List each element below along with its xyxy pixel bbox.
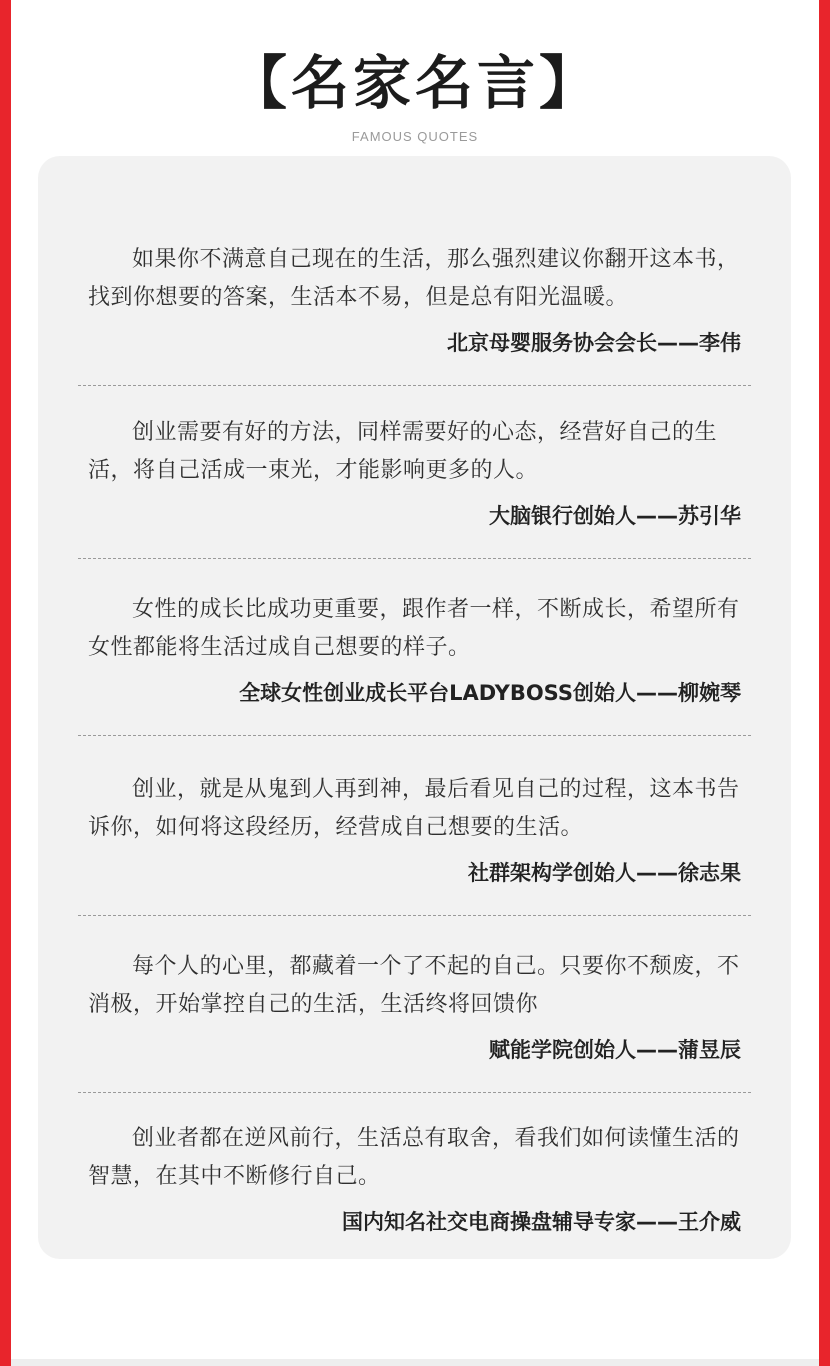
quote-text: 创业，就是从鬼到人再到神，最后看见自己的过程，这本书告诉你，如何将这段经历，经营成自己想要的生活。 <box>88 777 740 840</box>
quote-attribution: 国内知名社交电商操盘辅导专家——王介威 <box>342 1210 741 1234</box>
title-text: 名家名言 <box>290 49 539 117</box>
quote-item <box>78 414 751 531</box>
quote-divider <box>78 915 751 916</box>
quote-text: 女性的成长比成功更重要，跟作者一样，不断成长，希望所有女性都能将生活过成自己想要的样子。 <box>88 597 740 660</box>
quote-attribution: 赋能学院创始人——蒲昱辰 <box>489 1038 741 1062</box>
left-red-border <box>0 0 11 1366</box>
quote-item <box>78 591 751 708</box>
quote-divider <box>78 735 751 736</box>
quote-divider <box>78 1092 751 1093</box>
quote-text: 创业需要有好的方法，同样需要好的心态，经营好自己的生活，将自己活成一束光，才能影响更多的人。 <box>88 420 718 483</box>
quote-item <box>78 241 751 358</box>
quote-item <box>78 771 751 888</box>
quote-item <box>78 948 751 1065</box>
quote-attribution: 北京母婴服务协会会长——李伟 <box>447 331 741 355</box>
bottom-divider <box>11 1359 819 1366</box>
right-red-border <box>819 0 830 1366</box>
quote-item <box>78 1120 751 1237</box>
quote-text: 如果你不满意自己现在的生活，那么强烈建议你翻开这本书，找到你想要的答案，生活本不易，但是总有阳光温暖。 <box>88 247 740 310</box>
quote-text: 创业者都在逆风前行，生活总有取舍，看我们如何读懂生活的智慧，在其中不断修行自己。 <box>88 1126 740 1189</box>
quote-attribution: 全球女性创业成长平台LADYBOSS创始人——柳婉琴 <box>239 681 741 705</box>
open-bracket: 【 <box>228 49 291 117</box>
quotes-panel <box>38 156 791 1259</box>
quote-divider <box>78 558 751 559</box>
quote-attribution: 社群架构学创始人——徐志果 <box>468 861 741 885</box>
page-subtitle: FAMOUS QUOTES <box>351 129 479 144</box>
quote-divider <box>78 385 751 386</box>
close-bracket: 】 <box>539 49 602 117</box>
quote-attribution: 大脑银行创始人——苏引华 <box>489 504 741 528</box>
quote-text: 每个人的心里，都藏着一个了不起的自己。只要你不颓废，不消极，开始掌控自己的生活，生活终将回馈你 <box>88 954 740 1017</box>
page-title <box>0 50 830 116</box>
